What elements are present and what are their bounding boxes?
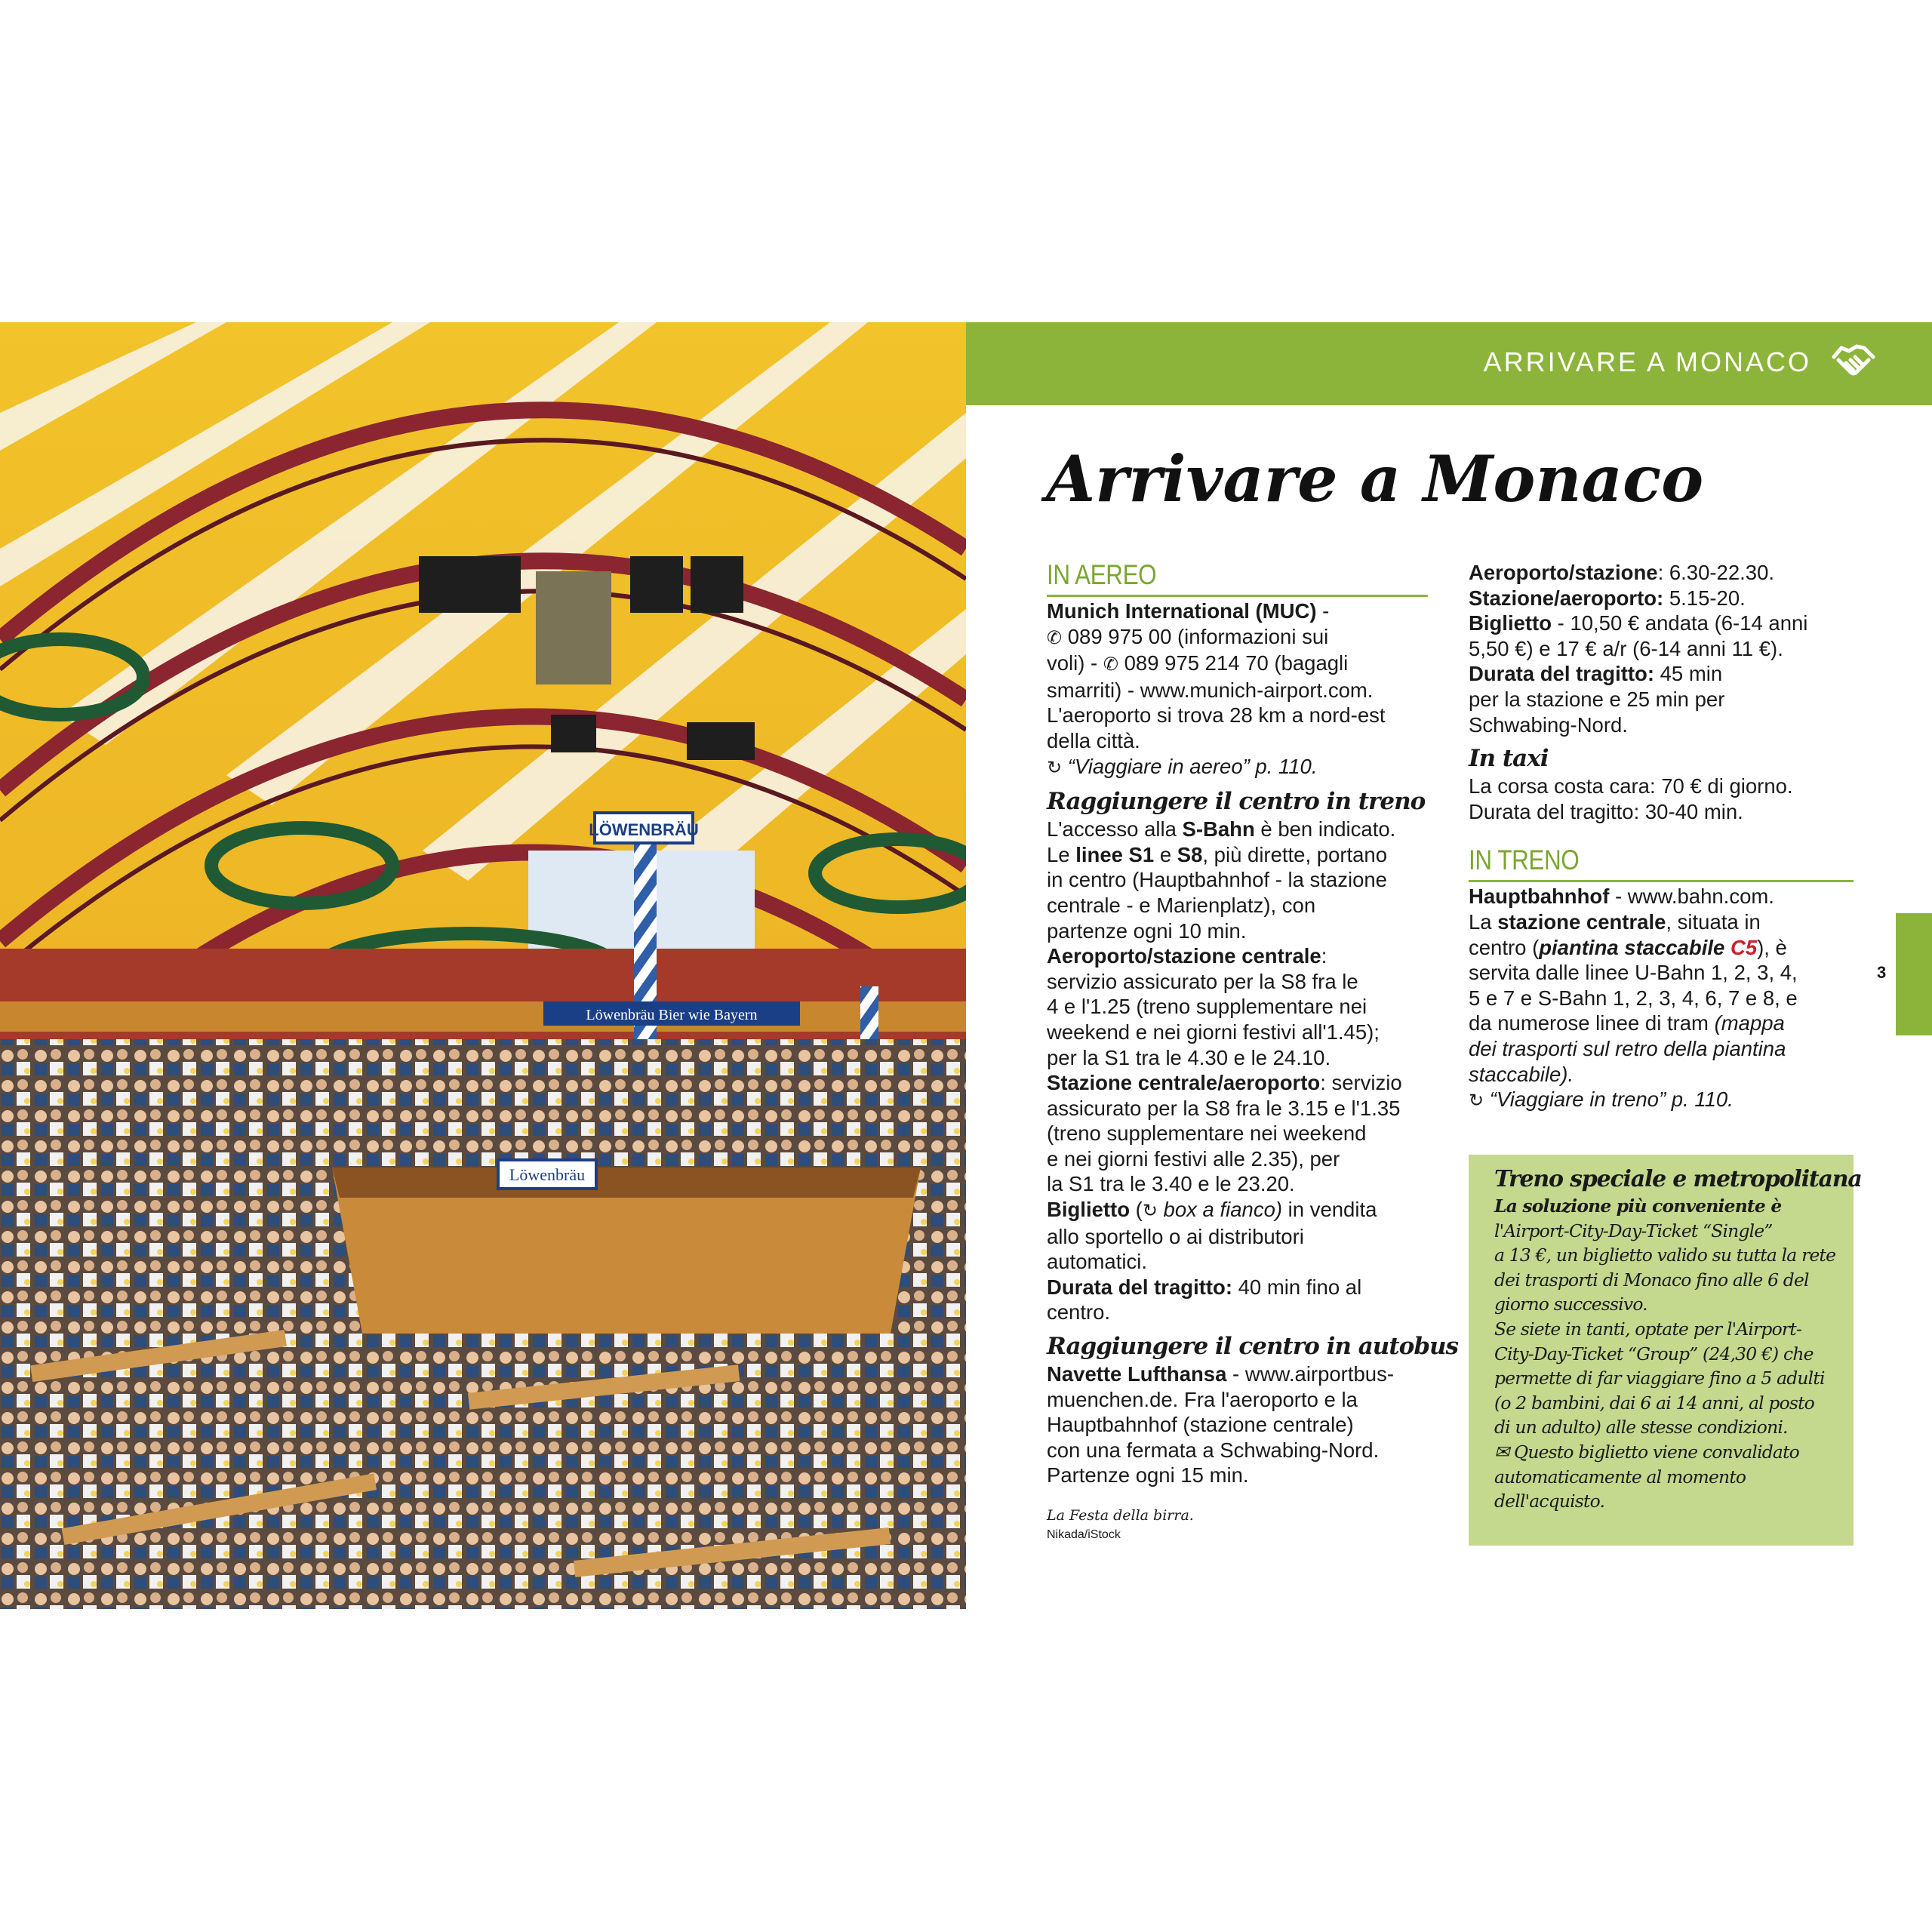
text-bold: S-Bahn xyxy=(1182,817,1255,841)
text-line: weekend e nei giorni festivi all'1.45); xyxy=(1047,1020,1380,1044)
text-line: centrale - e Marienplatz), con xyxy=(1047,893,1316,917)
box-line: dell'acquisto. xyxy=(1494,1491,1605,1512)
text-line: assicurato per la S8 fra le 3.15 e l'1.35 xyxy=(1047,1096,1401,1120)
text-bold: Navette Lufthansa xyxy=(1047,1362,1227,1386)
ticket-stamp-icon: ✉ xyxy=(1494,1441,1509,1463)
photo-credit: Nikada/iStock xyxy=(1047,1528,1121,1541)
text: voli) - xyxy=(1047,651,1103,675)
text-line: Hauptbahnhof (stazione centrale) xyxy=(1047,1413,1354,1437)
text: ), è xyxy=(1757,935,1787,959)
text-line: allo sportello o ai distributori xyxy=(1047,1224,1304,1248)
text-line: della città. xyxy=(1047,728,1140,752)
text-italic: box a fianco) xyxy=(1157,1198,1283,1222)
text-line: Durata del tragitto: 30-40 min. xyxy=(1469,799,1743,823)
text: 5.15-20. xyxy=(1663,586,1746,610)
text-bold: Aeroporto/stazione centrale xyxy=(1047,944,1321,968)
text-bold: Durata del tragitto: xyxy=(1469,662,1654,686)
info-box xyxy=(1469,1155,1862,1546)
text: : 6.30-22.30. xyxy=(1657,561,1774,584)
text-line: servizio assicurato per la S8 fra le xyxy=(1047,969,1358,993)
phone-icon: ✆ xyxy=(1047,627,1063,648)
heading-in-taxi: In taxi xyxy=(1469,745,1549,773)
heading-in-aereo: IN AEREO xyxy=(1047,560,1428,597)
text: - www.airportbus- xyxy=(1226,1362,1394,1386)
section-header-band xyxy=(966,322,1932,405)
oktoberfest-tent-photo xyxy=(0,322,966,1609)
text-bold: Biglietto xyxy=(1469,611,1552,635)
text-line: Partenze ogni 15 min. xyxy=(1047,1463,1249,1487)
box-line: giorno successivo. xyxy=(1494,1294,1647,1315)
text: , più dirette, portano xyxy=(1202,842,1388,866)
box-line: dei trasporti di Monaco fino alle 6 del xyxy=(1494,1269,1809,1291)
column-left xyxy=(1047,559,1459,1544)
text: 40 min fino al xyxy=(1232,1275,1362,1299)
text-italic: (mappa xyxy=(1714,1011,1785,1035)
text: centro ( xyxy=(1469,935,1540,959)
section-header-title: ARRIVARE A MONACO xyxy=(1483,346,1811,377)
text: da numerose linee di tram xyxy=(1469,1011,1715,1035)
text: - xyxy=(1316,599,1330,623)
text: La xyxy=(1469,909,1498,934)
text-line: smarriti) - www.munich-airport.com. xyxy=(1047,678,1374,702)
cross-reference: “Viaggiare in treno” p. 110. xyxy=(1489,1088,1734,1112)
text: , situata in xyxy=(1666,909,1761,934)
column-right xyxy=(1469,560,1854,1114)
airport-name: Munich International (MUC) xyxy=(1047,599,1317,623)
text: Questo biglietto viene convalidato xyxy=(1509,1441,1799,1463)
info-box-title: Treno speciale e metropolitana xyxy=(1494,1166,1862,1192)
photo-caption: La Festa della birra. xyxy=(1047,1507,1194,1524)
box-line: Se siete in tanti, optate per l'Airport- xyxy=(1494,1318,1801,1340)
box-line: di un adulto) alle stesse condizioni. xyxy=(1494,1417,1788,1438)
text-line: 4 e l'1.25 (treno supplementare nei xyxy=(1047,995,1367,1019)
text-bold-italic: piantina staccabile xyxy=(1539,935,1725,959)
text-bold: Durata del tragitto: xyxy=(1047,1275,1232,1299)
text-line: staccabile). xyxy=(1469,1062,1574,1086)
text: L'accesso alla xyxy=(1047,817,1183,841)
text-line: L'aeroporto si trova 28 km a nord-est xyxy=(1047,703,1386,728)
text-line: (treno supplementare nei weekend xyxy=(1047,1121,1367,1146)
box-line: automaticamente al momento xyxy=(1494,1466,1746,1487)
text-line: La corsa costa cara: 70 € di giorno. xyxy=(1469,774,1793,798)
box-line: (o 2 bambini, dai 6 ai 14 anni, al posto xyxy=(1494,1392,1814,1414)
text-bold: Aeroporto/stazione xyxy=(1469,561,1658,584)
banner-text: Löwenbräu Bier wie Bayern xyxy=(586,1007,758,1023)
text: in vendita xyxy=(1282,1198,1377,1222)
text-line: muenchen.de. Fra l'aeroporto e la xyxy=(1047,1387,1358,1411)
lowenbrau-sign-small: Löwenbräu xyxy=(509,1165,586,1184)
text-bold: Biglietto xyxy=(1047,1198,1130,1222)
box-line: l'Airport-City-Day-Ticket “Single” xyxy=(1494,1220,1773,1241)
text: : servizio xyxy=(1320,1071,1402,1095)
phone-info: 089 975 00 (informazioni sui xyxy=(1067,624,1329,648)
text-line: dei trasporti sul retro della piantina xyxy=(1469,1036,1786,1060)
heading-in-treno: IN TRENO xyxy=(1469,845,1854,882)
text: - 10,50 € andata (6-14 anni xyxy=(1552,611,1808,635)
reference-arrow-icon: ↻ xyxy=(1469,1091,1484,1112)
cross-reference: “Viaggiare in aereo” p. 110. xyxy=(1067,754,1318,778)
reference-arrow-icon: ↻ xyxy=(1142,1201,1158,1222)
text-bold: stazione centrale xyxy=(1497,909,1666,934)
text: e xyxy=(1154,842,1177,866)
text-line: Schwabing-Nord. xyxy=(1469,712,1628,737)
handshake-icon xyxy=(1831,340,1876,383)
text-bold: Stazione/aeroporto: xyxy=(1469,586,1664,610)
box-line: La soluzione più conveniente è xyxy=(1494,1195,1782,1217)
text-line: 5 e 7 e S-Bahn 1, 2, 3, 4, 6, 7 e 8, e xyxy=(1469,986,1798,1010)
text-line: per la S1 tra le 4.30 e le 24.10. xyxy=(1047,1045,1331,1069)
text: Le xyxy=(1047,842,1076,866)
box-line: permette di far viaggiare fino a 5 adulti xyxy=(1494,1367,1825,1389)
heading-centro-treno: Raggiungere il centro in treno xyxy=(1047,788,1426,816)
reference-arrow-icon: ↻ xyxy=(1047,757,1063,778)
text-bold: Stazione centrale/aeroporto xyxy=(1047,1071,1321,1095)
text-line: 5,50 €) e 17 € a/r (6-14 anni 11 €). xyxy=(1469,636,1783,660)
phone-lost-luggage: 089 975 214 70 (bagagli xyxy=(1124,651,1349,675)
chapter-side-tab xyxy=(1896,913,1932,1035)
text-bold: S8 xyxy=(1177,842,1203,866)
text: ( xyxy=(1130,1198,1143,1222)
page-number: 3 xyxy=(1877,963,1887,982)
text-line: e nei giorni festivi alle 2.35), per xyxy=(1047,1146,1340,1171)
page-title: Arrivare a Monaco xyxy=(1046,441,1704,516)
text-line: per la stazione e 25 min per xyxy=(1469,687,1725,711)
text-bold: Hauptbahnhof xyxy=(1469,884,1610,909)
text-line: in centro (Hauptbahnhof - la stazione xyxy=(1047,868,1387,892)
box-line: City-Day-Ticket “Group” (24,30 €) che xyxy=(1494,1343,1814,1364)
text-bold: linee S1 xyxy=(1075,842,1155,866)
text-line: centro. xyxy=(1047,1300,1111,1324)
text: 45 min xyxy=(1654,662,1723,686)
map-reference-c5: C5 xyxy=(1724,935,1758,959)
lowenbrau-sign: LÖWENBRÄU xyxy=(589,820,699,839)
heading-centro-autobus: Raggiungere il centro in autobus xyxy=(1047,1333,1459,1361)
text-line: con una fermata a Schwabing-Nord. xyxy=(1047,1438,1380,1462)
text: : xyxy=(1321,944,1327,968)
phone-icon: ✆ xyxy=(1103,654,1118,675)
text-line: automatici. xyxy=(1047,1250,1147,1274)
text: - www.bahn.com. xyxy=(1609,884,1774,909)
text-line: servita dalle linee U-Bahn 1, 2, 3, 4, xyxy=(1469,961,1798,985)
text-line: partenze ogni 10 min. xyxy=(1047,918,1247,943)
box-line: a 13 €, un biglietto valido su tutta la rete xyxy=(1494,1244,1836,1266)
text-line: la S1 tra le 3.40 e le 23.20. xyxy=(1047,1172,1295,1196)
text: è ben indicato. xyxy=(1254,817,1396,841)
